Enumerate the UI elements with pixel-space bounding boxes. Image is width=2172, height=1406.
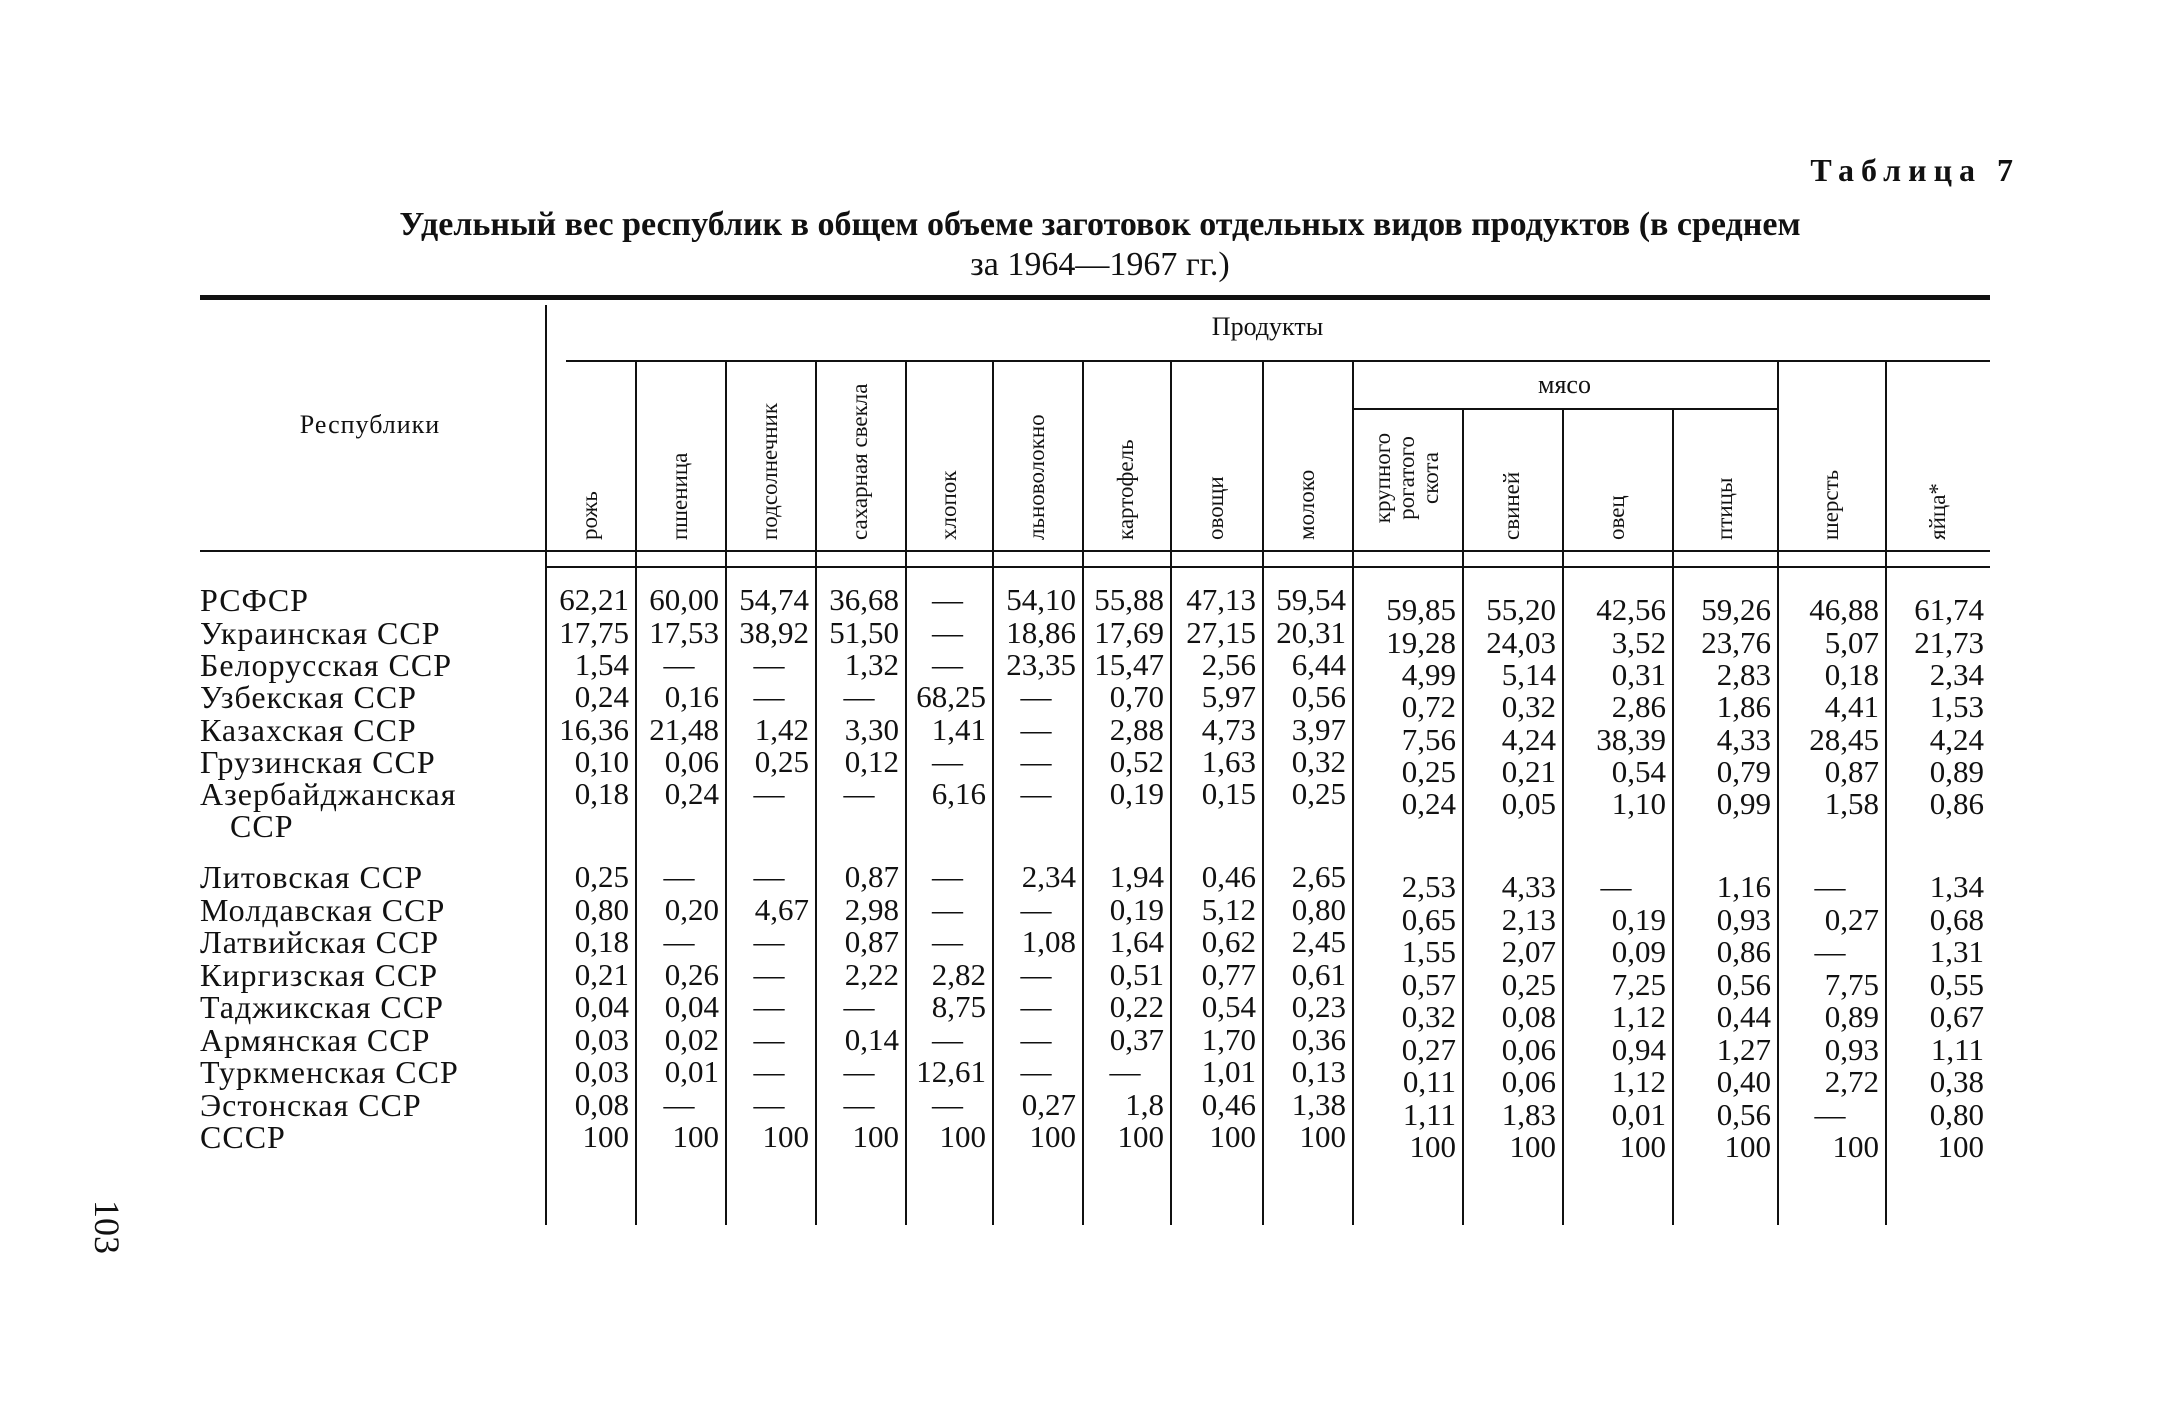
table-cell: 0,32 <box>1291 744 1346 779</box>
column-header: птицы <box>1711 477 1737 540</box>
table-cell: 1,64 <box>1109 924 1164 959</box>
table-cell: 0,94 <box>1611 1032 1666 1067</box>
table-cell: 0,56 <box>1291 679 1346 714</box>
table-cell: 59,54 <box>1276 582 1346 617</box>
table-cell: 1,63 <box>1201 744 1256 779</box>
meat-rule <box>1352 408 1777 410</box>
table-cell: 4,24 <box>1929 722 1984 757</box>
table-cell: 100 <box>1619 1129 1666 1164</box>
body-top-rule <box>545 566 1990 568</box>
table-cell: 0,03 <box>574 1054 629 1089</box>
table-cell: 0,19 <box>1611 902 1666 937</box>
table-cell: 1,55 <box>1401 934 1456 969</box>
table-cell: 1,31 <box>1929 934 1984 969</box>
column-header: овощи <box>1203 476 1228 540</box>
table-cell: — <box>843 989 875 1024</box>
table-cell: 0,21 <box>1501 754 1556 789</box>
table-cell: 0,80 <box>574 892 629 927</box>
table-cell: 0,27 <box>1824 902 1879 937</box>
column-header: картофель <box>1113 439 1138 540</box>
table-cell: — <box>753 679 785 714</box>
column-header: рожь <box>577 491 602 540</box>
table-cell: 100 <box>1409 1129 1456 1164</box>
table-cell: — <box>753 859 785 894</box>
column-header: пшеница <box>667 452 692 540</box>
table-cell: 0,16 <box>664 679 719 714</box>
table-cell: 0,25 <box>1501 967 1556 1002</box>
table-cell: 12,61 <box>916 1054 986 1089</box>
table-cell: 4,24 <box>1501 722 1556 757</box>
table-cell: 1,12 <box>1611 1064 1666 1099</box>
table-cell: 1,27 <box>1716 1032 1771 1067</box>
column-line <box>1462 410 1464 1225</box>
table-cell: 8,75 <box>931 989 986 1024</box>
table-cell: — <box>663 647 695 682</box>
table-cell: 7,56 <box>1401 722 1456 757</box>
table-cell: 0,19 <box>1109 776 1164 811</box>
table-cell: 2,45 <box>1291 924 1346 959</box>
table-cell: 0,77 <box>1201 957 1256 992</box>
header-bottom-rule <box>200 550 1990 552</box>
republic-name: Латвийская ССР <box>200 924 440 960</box>
table-cell: 2,72 <box>1824 1064 1879 1099</box>
table-cell: — <box>932 615 963 650</box>
table-cell: 0,99 <box>1716 786 1771 821</box>
table-cell: 15,47 <box>1094 647 1164 682</box>
table-cell: 1,08 <box>1021 924 1076 959</box>
column-line <box>815 360 817 1225</box>
table-cell: — <box>932 924 963 959</box>
table-cell: 3,52 <box>1611 625 1666 660</box>
table-cell: 0,46 <box>1201 859 1256 894</box>
table-cell: — <box>753 1087 785 1122</box>
table-cell: 0,38 <box>1929 1064 1984 1099</box>
table-cell: 0,27 <box>1401 1032 1456 1067</box>
table-cell: 2,22 <box>844 957 899 992</box>
table-cell: 0,61 <box>1291 957 1346 992</box>
table-cell: 68,25 <box>916 679 986 714</box>
republic-name: Узбекская ССР <box>200 679 417 715</box>
column-header: льноволокно <box>1024 414 1049 540</box>
table-cell: — <box>753 1022 785 1057</box>
table-cell: 0,04 <box>664 989 719 1024</box>
table-cell: 54,74 <box>739 582 809 617</box>
table-cell: 0,12 <box>844 744 899 779</box>
column-line <box>1885 360 1887 1225</box>
meat-header: мясо <box>1538 370 1591 399</box>
table-cell: 0,20 <box>664 892 719 927</box>
table-cell: 0,52 <box>1109 744 1164 779</box>
republic-name: РСФСР <box>200 582 309 618</box>
table-cell: — <box>843 1054 875 1089</box>
table-cell: 2,56 <box>1201 647 1256 682</box>
table-cell: — <box>1020 679 1052 714</box>
table-cell: 1,01 <box>1201 1054 1256 1089</box>
table-cell: 1,86 <box>1716 689 1771 724</box>
table-cell: 1,12 <box>1611 999 1666 1034</box>
table-cell: — <box>932 1087 963 1122</box>
column-header: подсолнечник <box>757 402 782 540</box>
table-cell: 4,41 <box>1824 689 1879 724</box>
table-cell: 0,23 <box>1291 989 1346 1024</box>
table-cell: 1,70 <box>1201 1022 1256 1057</box>
table-cell: 18,86 <box>1006 615 1076 650</box>
table-cell: — <box>1020 1022 1052 1057</box>
table-cell: 2,65 <box>1291 859 1346 894</box>
table-cell: 0,08 <box>1501 999 1556 1034</box>
table-cell: 0,24 <box>574 679 629 714</box>
republic-name: Украинская ССР <box>200 615 441 651</box>
republic-name: Грузинская ССР <box>200 744 436 780</box>
table-cell: — <box>663 924 695 959</box>
republic-name: Армянская ССР <box>200 1022 431 1058</box>
table-cell: 1,8 <box>1125 1087 1164 1122</box>
table-cell: 0,27 <box>1021 1087 1076 1122</box>
table-cell: 100 <box>1117 1119 1164 1154</box>
table-cell: 1,94 <box>1109 859 1164 894</box>
table-cell: — <box>843 776 875 811</box>
table-cell: 19,28 <box>1386 625 1456 660</box>
republic-name: Киргизская ССР <box>200 957 439 993</box>
table-cell: 0,67 <box>1929 999 1984 1034</box>
table-cell: — <box>1020 744 1052 779</box>
table-cell: — <box>1109 1054 1141 1089</box>
table-cell: 0,62 <box>1201 924 1256 959</box>
table-cell: 0,87 <box>844 859 899 894</box>
table-cell: 0,13 <box>1291 1054 1346 1089</box>
table-cell: 0,51 <box>1109 957 1164 992</box>
column-line <box>992 360 994 1225</box>
table-cell: 100 <box>1029 1119 1076 1154</box>
table-cell: — <box>753 957 785 992</box>
table-cell: 3,30 <box>844 712 899 747</box>
table-cell: 0,22 <box>1109 989 1164 1024</box>
table-cell: 59,85 <box>1386 592 1456 627</box>
table-cell: 3,97 <box>1291 712 1346 747</box>
table-cell: 1,41 <box>931 712 986 747</box>
table-cell: 0,79 <box>1716 754 1771 789</box>
table-cell: 17,75 <box>559 615 629 650</box>
table-cell: — <box>663 1087 695 1122</box>
table-cell: 0,93 <box>1716 902 1771 937</box>
table-cell: 4,99 <box>1401 657 1456 692</box>
table-cell: 5,14 <box>1501 657 1556 692</box>
table-cell: 0,89 <box>1824 999 1879 1034</box>
table-cell: — <box>1020 957 1052 992</box>
column-header: яйца* <box>1924 483 1950 540</box>
table-cell: 1,10 <box>1611 786 1666 821</box>
column-line <box>635 360 637 1225</box>
column-line <box>1777 360 1779 1225</box>
table-cell: — <box>1814 934 1846 969</box>
table-cell: — <box>1020 989 1052 1024</box>
table-cell: 0,70 <box>1109 679 1164 714</box>
table-cell: 0,25 <box>1401 754 1456 789</box>
table-cell: 0,06 <box>1501 1032 1556 1067</box>
table-cell: 0,25 <box>1291 776 1346 811</box>
table-cell: 0,68 <box>1929 902 1984 937</box>
republic-name: Белорусская ССР <box>200 647 452 683</box>
table-cell: — <box>932 582 963 617</box>
table-cell: 0,14 <box>844 1022 899 1057</box>
table-cell: 0,57 <box>1401 967 1456 1002</box>
title-line-2: за 1964—1967 гг.) <box>970 246 1230 283</box>
table-cell: 0,01 <box>664 1054 719 1089</box>
table-cell: 42,56 <box>1596 592 1666 627</box>
republic-name: Таджикская ССР <box>200 989 444 1025</box>
table-cell: 55,88 <box>1094 582 1164 617</box>
column-header: шерсть <box>1818 469 1843 540</box>
table-cell: 0,05 <box>1501 786 1556 821</box>
table-cell: 28,45 <box>1809 722 1879 757</box>
table-cell: 0,80 <box>1291 892 1346 927</box>
table-cell: 6,44 <box>1291 647 1346 682</box>
republic-name: Литовская ССР <box>200 859 423 895</box>
table-cell: 54,10 <box>1006 582 1076 617</box>
republic-name: ССР <box>230 808 294 844</box>
republic-name: Эстонская ССР <box>200 1087 422 1123</box>
table-cell: 0,10 <box>574 744 629 779</box>
table-cell: 100 <box>1509 1129 1556 1164</box>
table-cell: 2,13 <box>1501 902 1556 937</box>
table-cell: 62,21 <box>559 582 629 617</box>
table-cell: 0,56 <box>1716 1097 1771 1132</box>
table-cell: 2,86 <box>1611 689 1666 724</box>
title-line-1: Удельный вес республик в общем объеме заготовок отдельных видов продуктов (в среднем <box>399 206 1801 243</box>
table-cell: 0,37 <box>1109 1022 1164 1057</box>
table-cell: 36,68 <box>829 582 899 617</box>
table-cell: 60,00 <box>649 582 719 617</box>
table-cell: 38,39 <box>1596 722 1666 757</box>
table-cell: 7,25 <box>1611 967 1666 1002</box>
table-cell: 0,21 <box>574 957 629 992</box>
table-cell: 16,36 <box>559 712 629 747</box>
table-cell: 2,82 <box>931 957 986 992</box>
table-cell: — <box>753 776 785 811</box>
table-cell: 23,76 <box>1701 625 1771 660</box>
top-rule <box>200 295 1990 300</box>
table-label: Таблица 7 <box>1810 152 2020 188</box>
column-line <box>1352 360 1354 1225</box>
table-cell: 0,09 <box>1611 934 1666 969</box>
table-cell: — <box>753 647 785 682</box>
republic-name: Туркменская ССР <box>200 1054 459 1090</box>
republic-column-line <box>545 305 547 1225</box>
table-cell: 1,54 <box>574 647 629 682</box>
table-cell: — <box>753 924 785 959</box>
table-cell: — <box>1600 869 1632 904</box>
table-cell: 6,16 <box>931 776 986 811</box>
table-cell: 0,36 <box>1291 1022 1346 1057</box>
table-cell: 2,34 <box>1021 859 1076 894</box>
table-cell: 0,24 <box>1401 786 1456 821</box>
table-cell: 46,88 <box>1809 592 1879 627</box>
table-cell: 0,32 <box>1501 689 1556 724</box>
republics-header: Республики <box>299 410 441 439</box>
table-cell: 100 <box>1832 1129 1879 1164</box>
table-cell: 100 <box>1724 1129 1771 1164</box>
table-cell: 0,18 <box>1824 657 1879 692</box>
table-cell: 0,26 <box>664 957 719 992</box>
table-cell: — <box>753 1054 785 1089</box>
table-cell: 0,31 <box>1611 657 1666 692</box>
column-line <box>1562 410 1564 1225</box>
products-header: Продукты <box>1211 312 1324 341</box>
table-cell: 2,34 <box>1929 657 1984 692</box>
table-cell: 1,42 <box>754 712 809 747</box>
column-line <box>1262 360 1264 1225</box>
table-cell: 2,07 <box>1501 934 1556 969</box>
table-cell: 4,33 <box>1501 869 1556 904</box>
republic-name: Азербайджанская <box>200 776 457 812</box>
table-cell: — <box>1020 776 1052 811</box>
table-cell: 100 <box>762 1119 809 1154</box>
table-cell: 17,69 <box>1094 615 1164 650</box>
table-cell: 100 <box>1299 1119 1346 1154</box>
table-cell: 0,87 <box>844 924 899 959</box>
table-cell: 5,12 <box>1201 892 1256 927</box>
table-cell: 1,34 <box>1929 869 1984 904</box>
table-cell: 0,04 <box>574 989 629 1024</box>
table-cell: — <box>1814 1097 1846 1132</box>
table-cell: 1,83 <box>1501 1097 1556 1132</box>
page-number: 103 <box>87 1200 127 1254</box>
table-cell: 21,73 <box>1914 625 1984 660</box>
table-cell: 1,32 <box>844 647 899 682</box>
table-cell: 51,50 <box>829 615 899 650</box>
table-cell: 4,73 <box>1201 712 1256 747</box>
column-line <box>1170 360 1172 1225</box>
table-cell: 5,07 <box>1824 625 1879 660</box>
table-cell: 0,86 <box>1929 786 1984 821</box>
table-cell: 38,92 <box>739 615 809 650</box>
table-cell: 0,54 <box>1611 754 1666 789</box>
table-cell: — <box>843 679 875 714</box>
table-cell: 2,83 <box>1716 657 1771 692</box>
table-cell: 0,72 <box>1401 689 1456 724</box>
table-cell: — <box>1020 1054 1052 1089</box>
table-cell: 1,11 <box>1930 1032 1984 1067</box>
column-line <box>905 360 907 1225</box>
table-cell: 0,93 <box>1824 1032 1879 1067</box>
republic-name: Казахская ССР <box>200 712 417 748</box>
column-line <box>1082 360 1084 1225</box>
table-cell: 1,11 <box>1402 1097 1456 1132</box>
table-cell: 0,65 <box>1401 902 1456 937</box>
table-cell: 0,89 <box>1929 754 1984 789</box>
table-cell: 0,25 <box>574 859 629 894</box>
column-header: сахарная свекла <box>847 383 872 540</box>
table-cell: — <box>1020 712 1052 747</box>
table-cell: 4,67 <box>754 892 809 927</box>
column-header: свиней <box>1499 471 1524 540</box>
table-cell: 0,15 <box>1201 776 1256 811</box>
table-cell: — <box>1814 869 1846 904</box>
table-cell: 0,40 <box>1716 1064 1771 1099</box>
table-cell: 0,18 <box>574 924 629 959</box>
table-cell: 1,58 <box>1824 786 1879 821</box>
table-cell: 0,11 <box>1402 1064 1456 1099</box>
table-cell: 1,16 <box>1716 869 1771 904</box>
table-cell: 0,06 <box>1501 1064 1556 1099</box>
table-cell: 100 <box>1209 1119 1256 1154</box>
table-cell: 0,06 <box>664 744 719 779</box>
table-cell: 59,26 <box>1701 592 1771 627</box>
table-title <box>300 205 1900 285</box>
table-cell: 2,53 <box>1401 869 1456 904</box>
table-cell: 0,44 <box>1716 999 1771 1034</box>
table-cell: — <box>1020 892 1052 927</box>
column-header: крупного рогатого скота <box>1370 432 1443 524</box>
table-cell: 0,02 <box>664 1022 719 1057</box>
table-cell: — <box>843 1087 875 1122</box>
table-cell: 5,97 <box>1201 679 1256 714</box>
table-cell: 0,55 <box>1929 967 1984 1002</box>
republic-name: СССР <box>200 1119 286 1155</box>
table-cell: 2,88 <box>1109 712 1164 747</box>
table-cell: 0,56 <box>1716 967 1771 1002</box>
table-cell: 21,48 <box>649 712 719 747</box>
table-cell: 100 <box>939 1119 986 1154</box>
table-cell: — <box>932 859 963 894</box>
column-header: молоко <box>1294 469 1319 540</box>
table-cell: 24,03 <box>1486 625 1556 660</box>
table-cell: — <box>932 647 963 682</box>
column-header: овец <box>1604 495 1629 540</box>
table-cell: 61,74 <box>1914 592 1984 627</box>
table-cell: 0,46 <box>1201 1087 1256 1122</box>
table-cell: 0,25 <box>754 744 809 779</box>
table-cell: 0,86 <box>1716 934 1771 969</box>
table-cell: 0,08 <box>574 1087 629 1122</box>
table-cell: 20,31 <box>1276 615 1346 650</box>
table-cell: — <box>932 744 963 779</box>
table-cell: 4,33 <box>1716 722 1771 757</box>
table-cell: 0,24 <box>664 776 719 811</box>
table-cell: 1,38 <box>1291 1087 1346 1122</box>
table-cell: 0,87 <box>1824 754 1879 789</box>
table-cell: 100 <box>852 1119 899 1154</box>
table-cell: 17,53 <box>649 615 719 650</box>
column-header: хлопок <box>935 470 961 540</box>
table-cell: 47,13 <box>1186 582 1256 617</box>
table-cell: 100 <box>1937 1129 1984 1164</box>
table-cell: — <box>663 859 695 894</box>
table-cell: 100 <box>582 1119 629 1154</box>
table-cell: — <box>932 1022 963 1057</box>
column-line <box>725 360 727 1225</box>
table-cell: — <box>932 892 963 927</box>
table-cell: 0,32 <box>1401 999 1456 1034</box>
table-cell: — <box>753 989 785 1024</box>
table-cell: 0,18 <box>574 776 629 811</box>
table-cell: 23,35 <box>1006 647 1076 682</box>
table-cell: 0,54 <box>1201 989 1256 1024</box>
table-cell: 100 <box>672 1119 719 1154</box>
table-cell: 0,03 <box>574 1022 629 1057</box>
table-cell: 2,98 <box>844 892 899 927</box>
table-cell: 0,19 <box>1109 892 1164 927</box>
table-cell: 0,80 <box>1929 1097 1984 1132</box>
table-cell: 1,53 <box>1929 689 1984 724</box>
table-cell: 55,20 <box>1486 592 1556 627</box>
column-line <box>1672 410 1674 1225</box>
table-cell: 0,01 <box>1611 1097 1666 1132</box>
table-cell: 7,75 <box>1824 967 1879 1002</box>
republic-name: Молдавская ССР <box>200 892 446 928</box>
table-cell: 27,15 <box>1186 615 1256 650</box>
